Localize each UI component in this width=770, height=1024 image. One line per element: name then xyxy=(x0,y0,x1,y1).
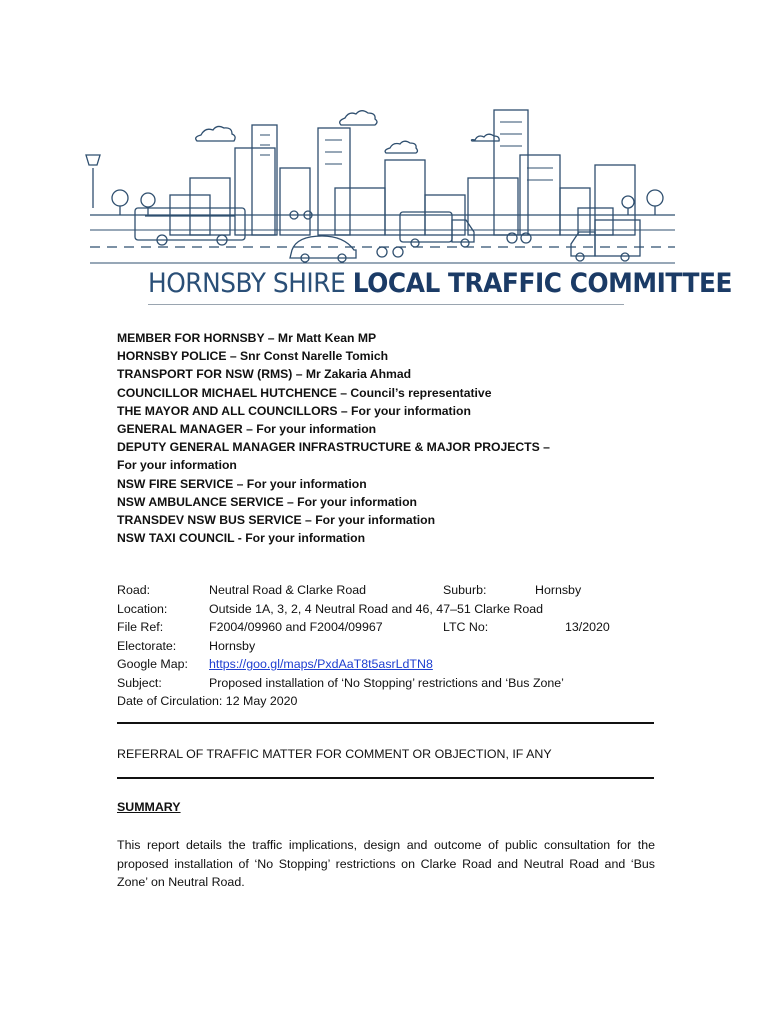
fileref-row xyxy=(117,620,677,639)
referral-heading: REFERRAL OF TRAFFIC MATTER FOR COMMENT OR OBJECTION, IF ANY xyxy=(117,747,552,761)
recipient-item: For your information xyxy=(117,458,237,473)
summary-paragraph: This report details the traffic implications, design and outcome of public consultation for the proposed installation of ‘No Stopping’ restrictions on Clarke Road and Neutral Road and ‘Bus Zone’ on Neutral Road. xyxy=(117,838,655,889)
road-value: Neutral Road & Clarke Road xyxy=(209,583,367,597)
suburb-value: Hornsby xyxy=(535,583,582,597)
fileref-value: F2004/09960 and F2004/09967 xyxy=(209,620,383,634)
subject-value: Proposed installation of ‘No Stopping’ restrictions and ‘Bus Zone’ xyxy=(209,675,564,690)
recipient-item: NSW FIRE SERVICE – For your information xyxy=(117,476,367,491)
recipient-item: GENERAL MANAGER – For your information xyxy=(117,422,377,437)
committee-title xyxy=(148,268,732,300)
recipient-item: COUNCILLOR MICHAEL HUTCHENCE – Council’s representative xyxy=(117,385,492,400)
recipient-item: NSW AMBULANCE SERVICE – For your information xyxy=(117,494,417,509)
section-divider xyxy=(117,722,654,724)
road-row xyxy=(117,583,677,602)
recipient-item: THE MAYOR AND ALL COUNCILLORS – For your information xyxy=(117,403,471,418)
ltc-value: 13/2020 xyxy=(565,620,610,634)
subject-label: Subject: xyxy=(117,675,162,690)
google-map-row xyxy=(117,657,677,676)
section-divider xyxy=(117,777,654,779)
title-divider xyxy=(148,304,624,305)
electorate-value: Hornsby xyxy=(209,638,256,653)
recipient-item: TRANSDEV NSW BUS SERVICE – For your information xyxy=(117,513,436,528)
location-value: Outside 1A, 3, 2, 4 Neutral Road and 46, 47–51 Clarke Road xyxy=(209,601,544,616)
summary-heading: SUMMARY xyxy=(117,800,181,814)
ltc-label: LTC No: xyxy=(443,620,489,634)
recipient-item: TRANSPORT FOR NSW (RMS) – Mr Zakaria Ahmad xyxy=(117,367,412,382)
title-local-traffic-committee: LOCAL TRAFFIC COMMITTEE xyxy=(352,268,732,299)
circulation-row xyxy=(117,694,677,713)
fileref-label: File Ref: xyxy=(117,620,164,634)
electorate-row xyxy=(117,639,677,658)
subject-row xyxy=(117,676,677,695)
recipient-item: NSW TAXI COUNCIL - For your information xyxy=(117,531,366,546)
recipient-item: HORNSBY POLICE – Snr Const Narelle Tomich xyxy=(117,349,389,364)
electorate-label: Electorate: xyxy=(117,638,177,653)
suburb-label: Suburb: xyxy=(443,583,487,597)
google-map-link[interactable]: https://goo.gl/maps/PxdAaT8t5asrLdTN8 xyxy=(209,657,433,671)
title-hornsby-shire: HORNSBY SHIRE xyxy=(148,268,346,299)
google-map-label: Google Map: xyxy=(117,657,188,671)
recipient-item: DEPUTY GENERAL MANAGER INFRASTRUCTURE & MAJOR PROJECTS – xyxy=(117,440,550,455)
location-row xyxy=(117,602,677,621)
road-label: Road: xyxy=(117,583,151,597)
recipient-list xyxy=(117,329,677,547)
location-label: Location: xyxy=(117,601,168,616)
matter-details xyxy=(117,583,677,713)
circulation-date: Date of Circulation: 12 May 2020 xyxy=(117,694,298,708)
recipient-item: MEMBER FOR HORNSBY – Mr Matt Kean MP xyxy=(117,331,377,345)
